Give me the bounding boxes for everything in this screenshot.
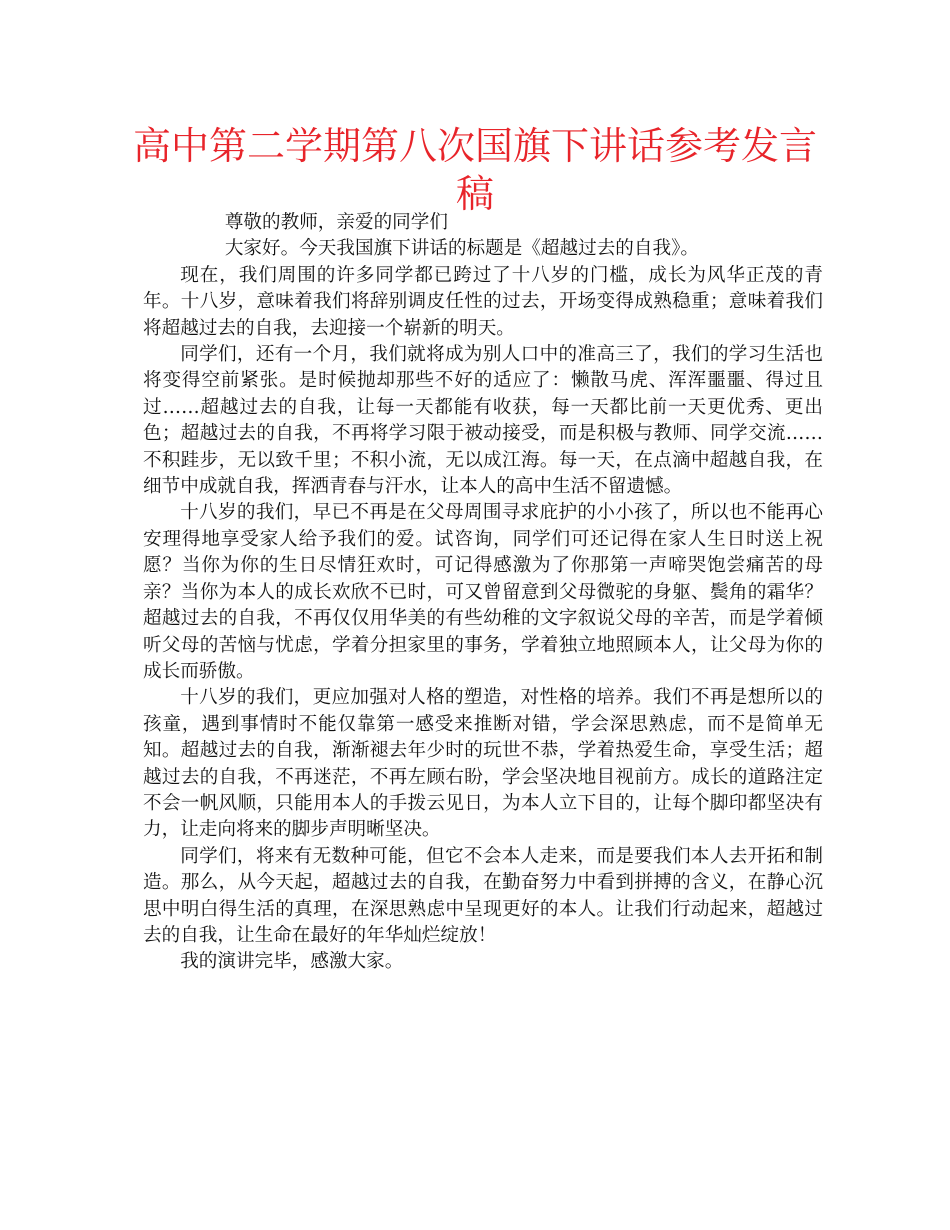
closing-line: 我的演讲完毕，感激大家。 bbox=[180, 951, 404, 973]
paragraph-future: 同学们，将来有无数种可能，但它不会本人走来，而是要我们本人去开拓和制造。那么，从今天起，超越过去的自我，在勤奋努力中看到拼搏的含义，在静心沉思中明白得生活的真理，在深思熟虑中呈现更好的本人。让我们行动起来，超越过去的自我，让生命在最好的年华灿烂绽放！ bbox=[143, 845, 823, 946]
paragraph-character: 十八岁的我们，更应加强对人格的塑造，对性格的培养。我们不再是想所以的孩童，遇到事情时不能仅靠第一感受来推断对错，学会深思熟虑，而不是简单无知。超越过去的自我，渐渐褪去年少时的玩世不恭，学着热爱生命，享受生活；超越过去的自我，不再迷茫，不再左顾右盼，学会坚决地目视前方。成长的道路注定不会一帆风顺，只能用本人的手拨云见日，为本人立下目的，让每个脚印都坚决有力，让走向将来的脚步声明晰坚决。 bbox=[143, 687, 823, 841]
paragraph-growing-up: 现在，我们周围的许多同学都已跨过了十八岁的门槛，成长为风华正茂的青年。十八岁，意味着我们将辞别调皮任性的过去，开场变得成熟稳重；意味着我们将超越过去的自我，去迎接一个崭新的明天。 bbox=[143, 264, 823, 339]
salutation: 尊敬的教师，亲爱的同学们 bbox=[224, 212, 448, 233]
document-title: 高中第二学期第八次国旗下讲话参考发言稿 bbox=[132, 124, 817, 216]
paragraph-family: 十八岁的我们，早已不再是在父母周围寻求庇护的小小孩了，所以也不能再心安理得地享受家人给予我们的爱。试咨询，同学们可还记得在家人生日时送上祝愿？当你为你的生日尽情狂欢时，可记得感激为了你那第一声啼哭饱尝痛苦的母亲？当你为本人的成长欢欣不已时，可又曾留意到父母微驼的身躯、鬓角的霜华？超越过去的自我，不再仅仅用华美的有些幼稚的文字叙说父母的辛苦，而是学着倾听父母的苦恼与忧虑，学着分担家里的事务，学着独立地照顾本人，让父母为你的成长而骄傲。 bbox=[143, 502, 823, 682]
speech-body bbox=[143, 210, 823, 976]
opening-line: 大家好。今天我国旗下讲话的标题是《超越过去的自我》。 bbox=[224, 238, 699, 260]
paragraph-study: 同学们，还有一个月，我们就将成为别人口中的准高三了，我们的学习生活也将变得空前紧张。是时候抛却那些不好的适应了：懒散马虎、浑浑噩噩、得过且过……超越过去的自我，让每一天都能有收获，每一天都比前一天更优秀、更出色；超越过去的自我，不再将学习限于被动接受，而是积极与教师、同学交流……不积跬步，无以致千里；不积小流，无以成江海。每一天，在点滴中超越自我，在细节中成就自我，挥洒青春与汗水，让本人的高中生活不留遗憾。 bbox=[143, 344, 823, 498]
